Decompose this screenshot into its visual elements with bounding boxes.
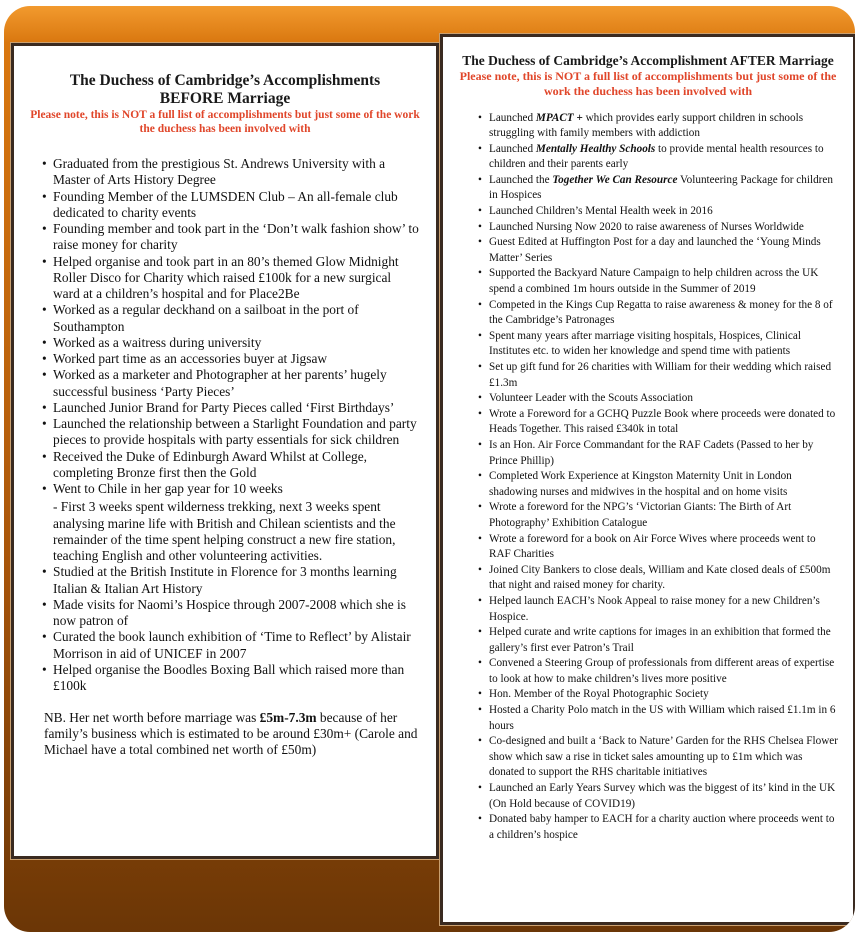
list-item: • Founding Member of the LUMSDEN Club – An all-female club dedicated to charity events — [53, 189, 420, 222]
list-item: • Launched Children’s Mental Health week in 2016 — [489, 204, 839, 220]
list-item: • Worked part time as an accessories buyer at Jigsaw — [53, 351, 420, 367]
list-item: • Supported the Backyard Nature Campaign to help children across the UK spend a combined 1m hours outside in the Summer of 2019 — [489, 266, 839, 297]
before-marriage-panel — [11, 43, 439, 859]
list-item: • Launched Nursing Now 2020 to raise awareness of Nurses Worldwide — [489, 220, 839, 236]
list-item-twcr — [489, 173, 839, 204]
list-item: • Studied at the British Institute in Florence for 3 months learning Italian & Italian Art History — [53, 564, 420, 597]
list-item: • Spent many years after marriage visiting hospitals, Hospices, Clinical Institutes etc. to widen her knowledge and spend time with patients — [489, 329, 839, 360]
list-item: • Launched an Early Years Survey which was the biggest of its’ kind in the UK (On Hold because of COVID19) — [489, 781, 839, 812]
item-emphasis: Together We Can Resource — [552, 173, 678, 186]
before-title-line1: The Duchess of Cambridge’s Accomplishments — [69, 72, 381, 89]
list-item: • Worked as a regular deckhand on a sailboat in the port of Southampton — [53, 302, 420, 335]
list-item: • Made visits for Naomi’s Hospice through 2007-2008 which she is now patron of — [53, 597, 420, 630]
list-item: • Guest Edited at Huffington Post for a day and launched the ‘Young Minds Matter’ Series — [489, 235, 839, 266]
list-item: • Helped curate and write captions for images in an exhibition that formed the gallery’s first ever Patron’s Trail — [489, 625, 839, 656]
list-item-mhs — [489, 142, 839, 173]
after-note: Please note, this is NOT a full list of accomplishments but just some of the work the duchess has been involved with — [459, 68, 837, 98]
item-text: Launched — [489, 142, 536, 155]
before-title-line2: BEFORE Marriage — [159, 90, 291, 107]
list-item: • Graduated from the prestigious St. Andrews University with a Master of Arts History Degree — [53, 156, 420, 189]
list-item: • Helped organise and took part in an 80’s themed Glow Midnight Roller Disco for Charity which raised £100k for a new surgical ward at a children’s hospital and for Place2Be — [53, 254, 420, 303]
list-item: • Curated the book launch exhibition of ‘Time to Reflect’ by Alistair Morrison in aid of UNICEF in 2007 — [53, 629, 420, 662]
list-item: • Founding member and took part in the ‘Don’t walk fashion show’ to raise money for charity — [53, 221, 420, 254]
before-note: Please note, this is NOT a full list of accomplishments but just some of the work the duchess has been involved with — [30, 109, 420, 135]
list-item: • Co-designed and built a ‘Back to Nature’ Garden for the RHS Chelsea Flower show which saw a rise in ticket sales amounting up to £1m which was donated to support the RHS charitable initiatives — [489, 734, 839, 781]
list-item: • Hosted a Charity Polo match in the US with William which raised £1.1m in 6 hours — [489, 703, 839, 734]
nb-suffix: because of her family’s business which is estimated to be around £30m+ (Carole and Michael have a total combined net worth of £50m) — [44, 710, 418, 758]
list-item: • Convened a Steering Group of professionals from different areas of expertise to look at how to make children’s lives more positive — [489, 656, 839, 687]
nb-amount: £5m-7.3m — [259, 710, 317, 726]
list-item: • Is an Hon. Air Force Commandant for the RAF Cadets (Passed to her by Prince Phillip) — [489, 438, 839, 469]
chile-heading: Went to Chile in her gap year for 10 weeks — [53, 481, 283, 496]
list-item: • Joined City Bankers to close deals, William and Kate closed deals of £500m that night and raised money for charity. — [489, 563, 839, 594]
before-list — [53, 156, 420, 694]
list-item: • Worked as a marketer and Photographer at her parents’ hugely successful business ‘Party Pieces’ — [53, 367, 420, 400]
orange-frame — [4, 6, 855, 932]
list-item: • Volunteer Leader with the Scouts Association — [489, 391, 839, 407]
list-item-mpact — [489, 111, 839, 142]
after-marriage-panel — [440, 34, 855, 925]
list-item: • Competed in the Kings Cup Regatta to raise awareness & money for the 8 of the Cambridge’s Patronages — [489, 298, 839, 329]
before-title — [14, 72, 436, 108]
list-item: • Hon. Member of the Royal Photographic Society — [489, 687, 839, 703]
item-emphasis: Mentally Healthy Schools — [535, 142, 656, 155]
list-item: • Donated baby hamper to EACH for a charity auction where proceeds went to a children’s hospice — [489, 812, 839, 843]
after-title: The Duchess of Cambridge’s Accomplishment AFTER Marriage — [462, 53, 834, 68]
list-item: • Launched Junior Brand for Party Pieces called ‘First Birthdays’ — [53, 400, 420, 416]
net-worth-note — [44, 710, 418, 758]
list-item: • Wrote a Foreword for a GCHQ Puzzle Book where proceeds were donated to Heads Together. This raised £340k in total — [489, 407, 839, 438]
item-text: Launched — [489, 111, 536, 124]
list-item: • Wrote a foreword for the NPG’s ‘Victorian Giants: The Birth of Art Photography’ Exhibition Catalogue — [489, 500, 839, 531]
list-item: • Completed Work Experience at Kingston Maternity Unit in London shadowing nurses and midwives in the hospital and on home visits — [489, 469, 839, 500]
item-text: Volunteering Package for children in Hospices — [489, 173, 833, 202]
item-text: to provide mental health resources to children and their parents early — [489, 142, 824, 171]
list-item: • Worked as a waitress during university — [53, 335, 420, 351]
list-item: • Wrote a foreword for a book on Air Force Wives where proceeds went to RAF Charities — [489, 532, 839, 563]
list-item: • Launched the relationship between a Starlight Foundation and party pieces to provide hospitals with party essentials for sick children — [53, 416, 420, 449]
nb-prefix: NB. Her net worth before marriage was — [44, 710, 260, 726]
list-item: • Set up gift fund for 26 charities with William for their wedding which raised £1.3m — [489, 360, 839, 391]
list-item: • Helped organise the Boodles Boxing Ball which raised more than £100k — [53, 662, 420, 695]
list-item: • Received the Duke of Edinburgh Award Whilst at College, completing Bronze first then the Gold — [53, 449, 420, 482]
item-text: which provides early support children in schools struggling with family members with addiction — [489, 111, 804, 140]
list-item: • Helped launch EACH’s Nook Appeal to raise money for a new Children’s Hospice. — [489, 594, 839, 625]
item-emphasis: MPACT + — [535, 111, 583, 124]
chile-detail: - First 3 weeks spent wilderness trekking, next 3 weeks spent analysing marine life with British and Chilean scientists and the remainder of the time spent helping construct a new fire station, teaching English and other volunteering activities. — [53, 499, 396, 563]
item-text: Launched the — [489, 173, 553, 186]
after-list — [489, 111, 839, 844]
list-item-chile — [53, 481, 420, 564]
